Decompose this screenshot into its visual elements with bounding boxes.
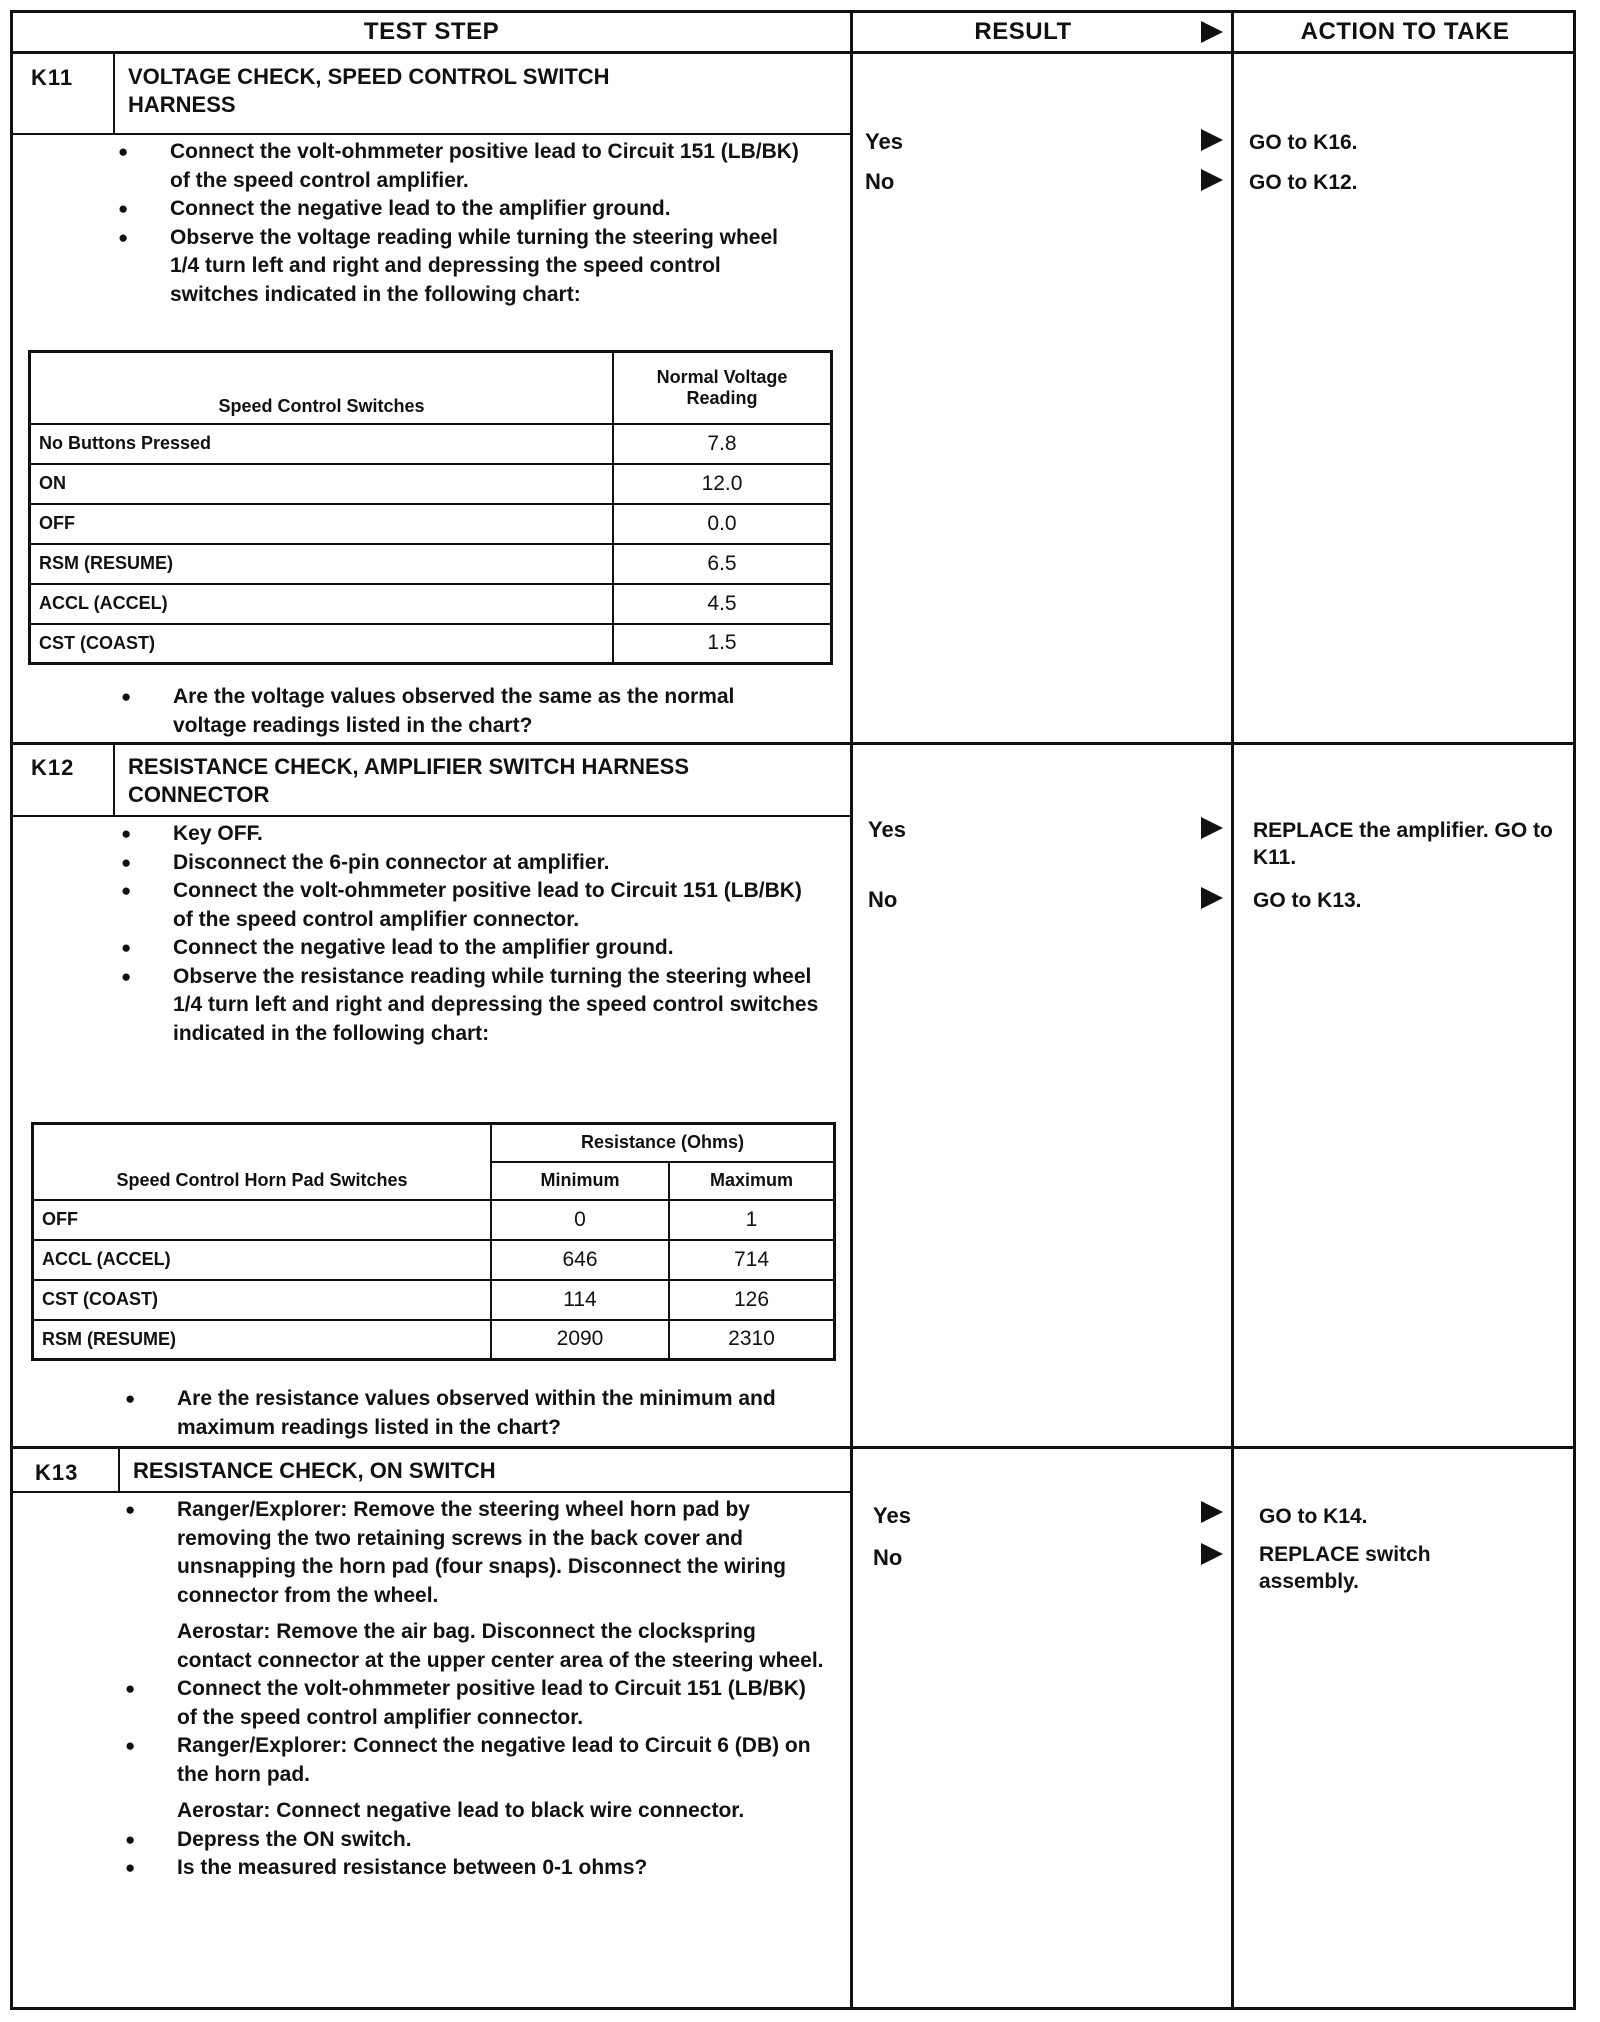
header-rule	[13, 51, 1573, 54]
k13-procedure-list	[125, 1496, 825, 1883]
k11-bullet-1: ● Connect the volt-ohmmeter positive lead to Circuit 151 (LB/BK) of the speed control amplifier.	[118, 138, 808, 195]
k12-bullet-3: ● Connect the volt-ohmmeter positive lead to Circuit 151 (LB/BK) of the speed control amplifier connector.	[121, 877, 821, 934]
k11-row-value: 7.8	[613, 424, 832, 464]
k13-bullet-1-text: Ranger/Explorer: Remove the steering wheel horn pad by removing the two retaining screws in the back cover and unsnapping the horn pad (four snaps). Disconnect the wiring connector from the wheel.	[177, 1498, 787, 1607]
k12-yes-arrow-icon	[1201, 817, 1223, 839]
k13-yes-arrow-icon	[1201, 1501, 1223, 1523]
k13-title: RESISTANCE CHECK, ON SWITCH	[133, 1458, 496, 1483]
k11-title-rule	[13, 133, 850, 135]
k11-col-switches: Speed Control Switches	[30, 352, 614, 424]
k12-action-no: GO to K13.	[1253, 889, 1362, 912]
k12-col-resistance: Resistance (Ohms)	[491, 1124, 835, 1162]
k12-bullet-2: ● Disconnect the 6-pin connector at amplifier.	[121, 849, 821, 878]
k12-row-min: 114	[491, 1280, 669, 1320]
k11-title	[128, 63, 610, 119]
k13-action-no: REPLACE switch assembly.	[1259, 1543, 1431, 1593]
k12-col-minimum: Minimum	[491, 1162, 669, 1200]
k11-id: K11	[31, 65, 74, 90]
header-action: ACTION TO TAKE	[1300, 18, 1510, 45]
k12-title-line1: RESISTANCE CHECK, AMPLIFIER SWITCH HARNESS	[128, 754, 690, 779]
divider-test-result	[850, 13, 853, 2007]
k12-title-rule	[13, 815, 850, 817]
k11-col-voltage: Normal Voltage Reading	[613, 352, 832, 424]
k13-result-yes: Yes	[873, 1503, 911, 1528]
k11-section-rule	[13, 742, 1573, 745]
k13-bullet-3-aerostar: Aerostar: Connect negative lead to black wire connector.	[177, 1799, 745, 1822]
k12-bullet-1: ● Key OFF.	[121, 820, 821, 849]
k12-id: K12	[31, 755, 75, 780]
k13-bullet-5: ● Is the measured resistance between 0-1 ohms?	[125, 1854, 825, 1883]
k11-row-label: RSM (RESUME)	[30, 544, 614, 584]
k11-bullet-2: ● Connect the negative lead to the amplifier ground.	[118, 195, 808, 224]
k12-row-label: OFF	[33, 1200, 492, 1240]
k11-row-label: ACCL (ACCEL)	[30, 584, 614, 624]
k11-row-label: OFF	[30, 504, 614, 544]
k12-row-max: 126	[669, 1280, 835, 1320]
k12-result-yes: Yes	[868, 817, 906, 842]
k12-row-max: 714	[669, 1240, 835, 1280]
diagnostic-table	[10, 10, 1576, 2010]
k12-procedure-list	[121, 820, 821, 1048]
k11-row-value: 1.5	[613, 624, 832, 664]
k12-col-switches: Speed Control Horn Pad Switches	[33, 1124, 492, 1200]
k12-title-line2: CONNECTOR	[128, 782, 270, 807]
k13-bullet-3-text: Ranger/Explorer: Connect the negative lead to Circuit 6 (DB) on the horn pad.	[177, 1734, 811, 1786]
k11-procedure-list	[118, 138, 808, 309]
k11-no-arrow-icon	[1201, 169, 1223, 191]
k11-row-label: ON	[30, 464, 614, 504]
k13-bullet-4: ● Depress the ON switch.	[125, 1826, 825, 1855]
k12-question-list	[125, 1385, 825, 1442]
k12-row-min: 0	[491, 1200, 669, 1240]
k13-bullet-1-aerostar: Aerostar: Remove the air bag. Disconnect the clockspring contact connector at the upper center area of the steering wheel.	[177, 1620, 824, 1672]
k13-title-rule	[13, 1491, 850, 1493]
k11-row-value: 6.5	[613, 544, 832, 584]
k12-bullet-5: ● Observe the resistance reading while turning the steering wheel 1/4 turn left and right and depressing the speed control switches indicated in the following chart:	[121, 963, 821, 1049]
k11-title-line2: HARNESS	[128, 92, 236, 117]
k13-action-yes: GO to K14.	[1259, 1505, 1368, 1528]
k11-bullet-3: ● Observe the voltage reading while turning the steering wheel 1/4 turn left and right and depressing the speed control switches indicated in the following chart:	[118, 224, 808, 310]
k12-title	[128, 753, 689, 809]
k11-question: ● Are the voltage values observed the same as the normal voltage readings listed in the chart?	[121, 683, 811, 740]
k13-bullet-1	[125, 1496, 825, 1675]
k12-row-min: 2090	[491, 1320, 669, 1360]
divider-result-action	[1231, 13, 1234, 2007]
k13-bullet-2: ● Connect the volt-ohmmeter positive lead to Circuit 151 (LB/BK) of the speed control amplifier connector.	[125, 1675, 825, 1732]
header-test-step: TEST STEP	[363, 18, 500, 45]
k12-row-max: 1	[669, 1200, 835, 1240]
k12-id-divider	[113, 745, 115, 815]
k12-row-min: 646	[491, 1240, 669, 1280]
k12-question: ● Are the resistance values observed within the minimum and maximum readings listed in the chart?	[125, 1385, 825, 1442]
k11-row-value: 0.0	[613, 504, 832, 544]
k13-no-arrow-icon	[1201, 1543, 1223, 1565]
k13-bullet-3	[125, 1732, 825, 1826]
k12-col-maximum: Maximum	[669, 1162, 835, 1200]
k11-question-list	[121, 683, 811, 740]
k12-bullet-4: ● Connect the negative lead to the amplifier ground.	[121, 934, 821, 963]
k13-id: K13	[35, 1460, 79, 1485]
k11-row-label: CST (COAST)	[30, 624, 614, 664]
k11-title-line1: VOLTAGE CHECK, SPEED CONTROL SWITCH	[128, 64, 610, 89]
header-arrow-icon	[1201, 21, 1223, 43]
header-result: RESULT	[974, 18, 1072, 45]
k12-row-label: RSM (RESUME)	[33, 1320, 492, 1360]
k11-row-value: 4.5	[613, 584, 832, 624]
k11-voltage-table	[28, 350, 833, 665]
k12-row-label: CST (COAST)	[33, 1280, 492, 1320]
k12-row-max: 2310	[669, 1320, 835, 1360]
k11-result-no: No	[865, 169, 895, 194]
k13-result-no: No	[873, 1545, 903, 1570]
k11-row-label: No Buttons Pressed	[30, 424, 614, 464]
k11-row-value: 12.0	[613, 464, 832, 504]
k13-id-divider	[118, 1449, 120, 1491]
k12-section-rule	[13, 1446, 1573, 1449]
k12-row-label: ACCL (ACCEL)	[33, 1240, 492, 1280]
k12-result-no: No	[868, 887, 898, 912]
k11-id-divider	[113, 54, 115, 133]
k12-action-yes: REPLACE the amplifier. GO to K11.	[1253, 819, 1553, 869]
k11-result-yes: Yes	[865, 129, 903, 154]
k12-resistance-table	[31, 1122, 836, 1361]
k12-no-arrow-icon	[1201, 887, 1223, 909]
k11-yes-arrow-icon	[1201, 129, 1223, 151]
k11-action-no: GO to K12.	[1249, 171, 1358, 194]
k11-action-yes: GO to K16.	[1249, 131, 1358, 154]
